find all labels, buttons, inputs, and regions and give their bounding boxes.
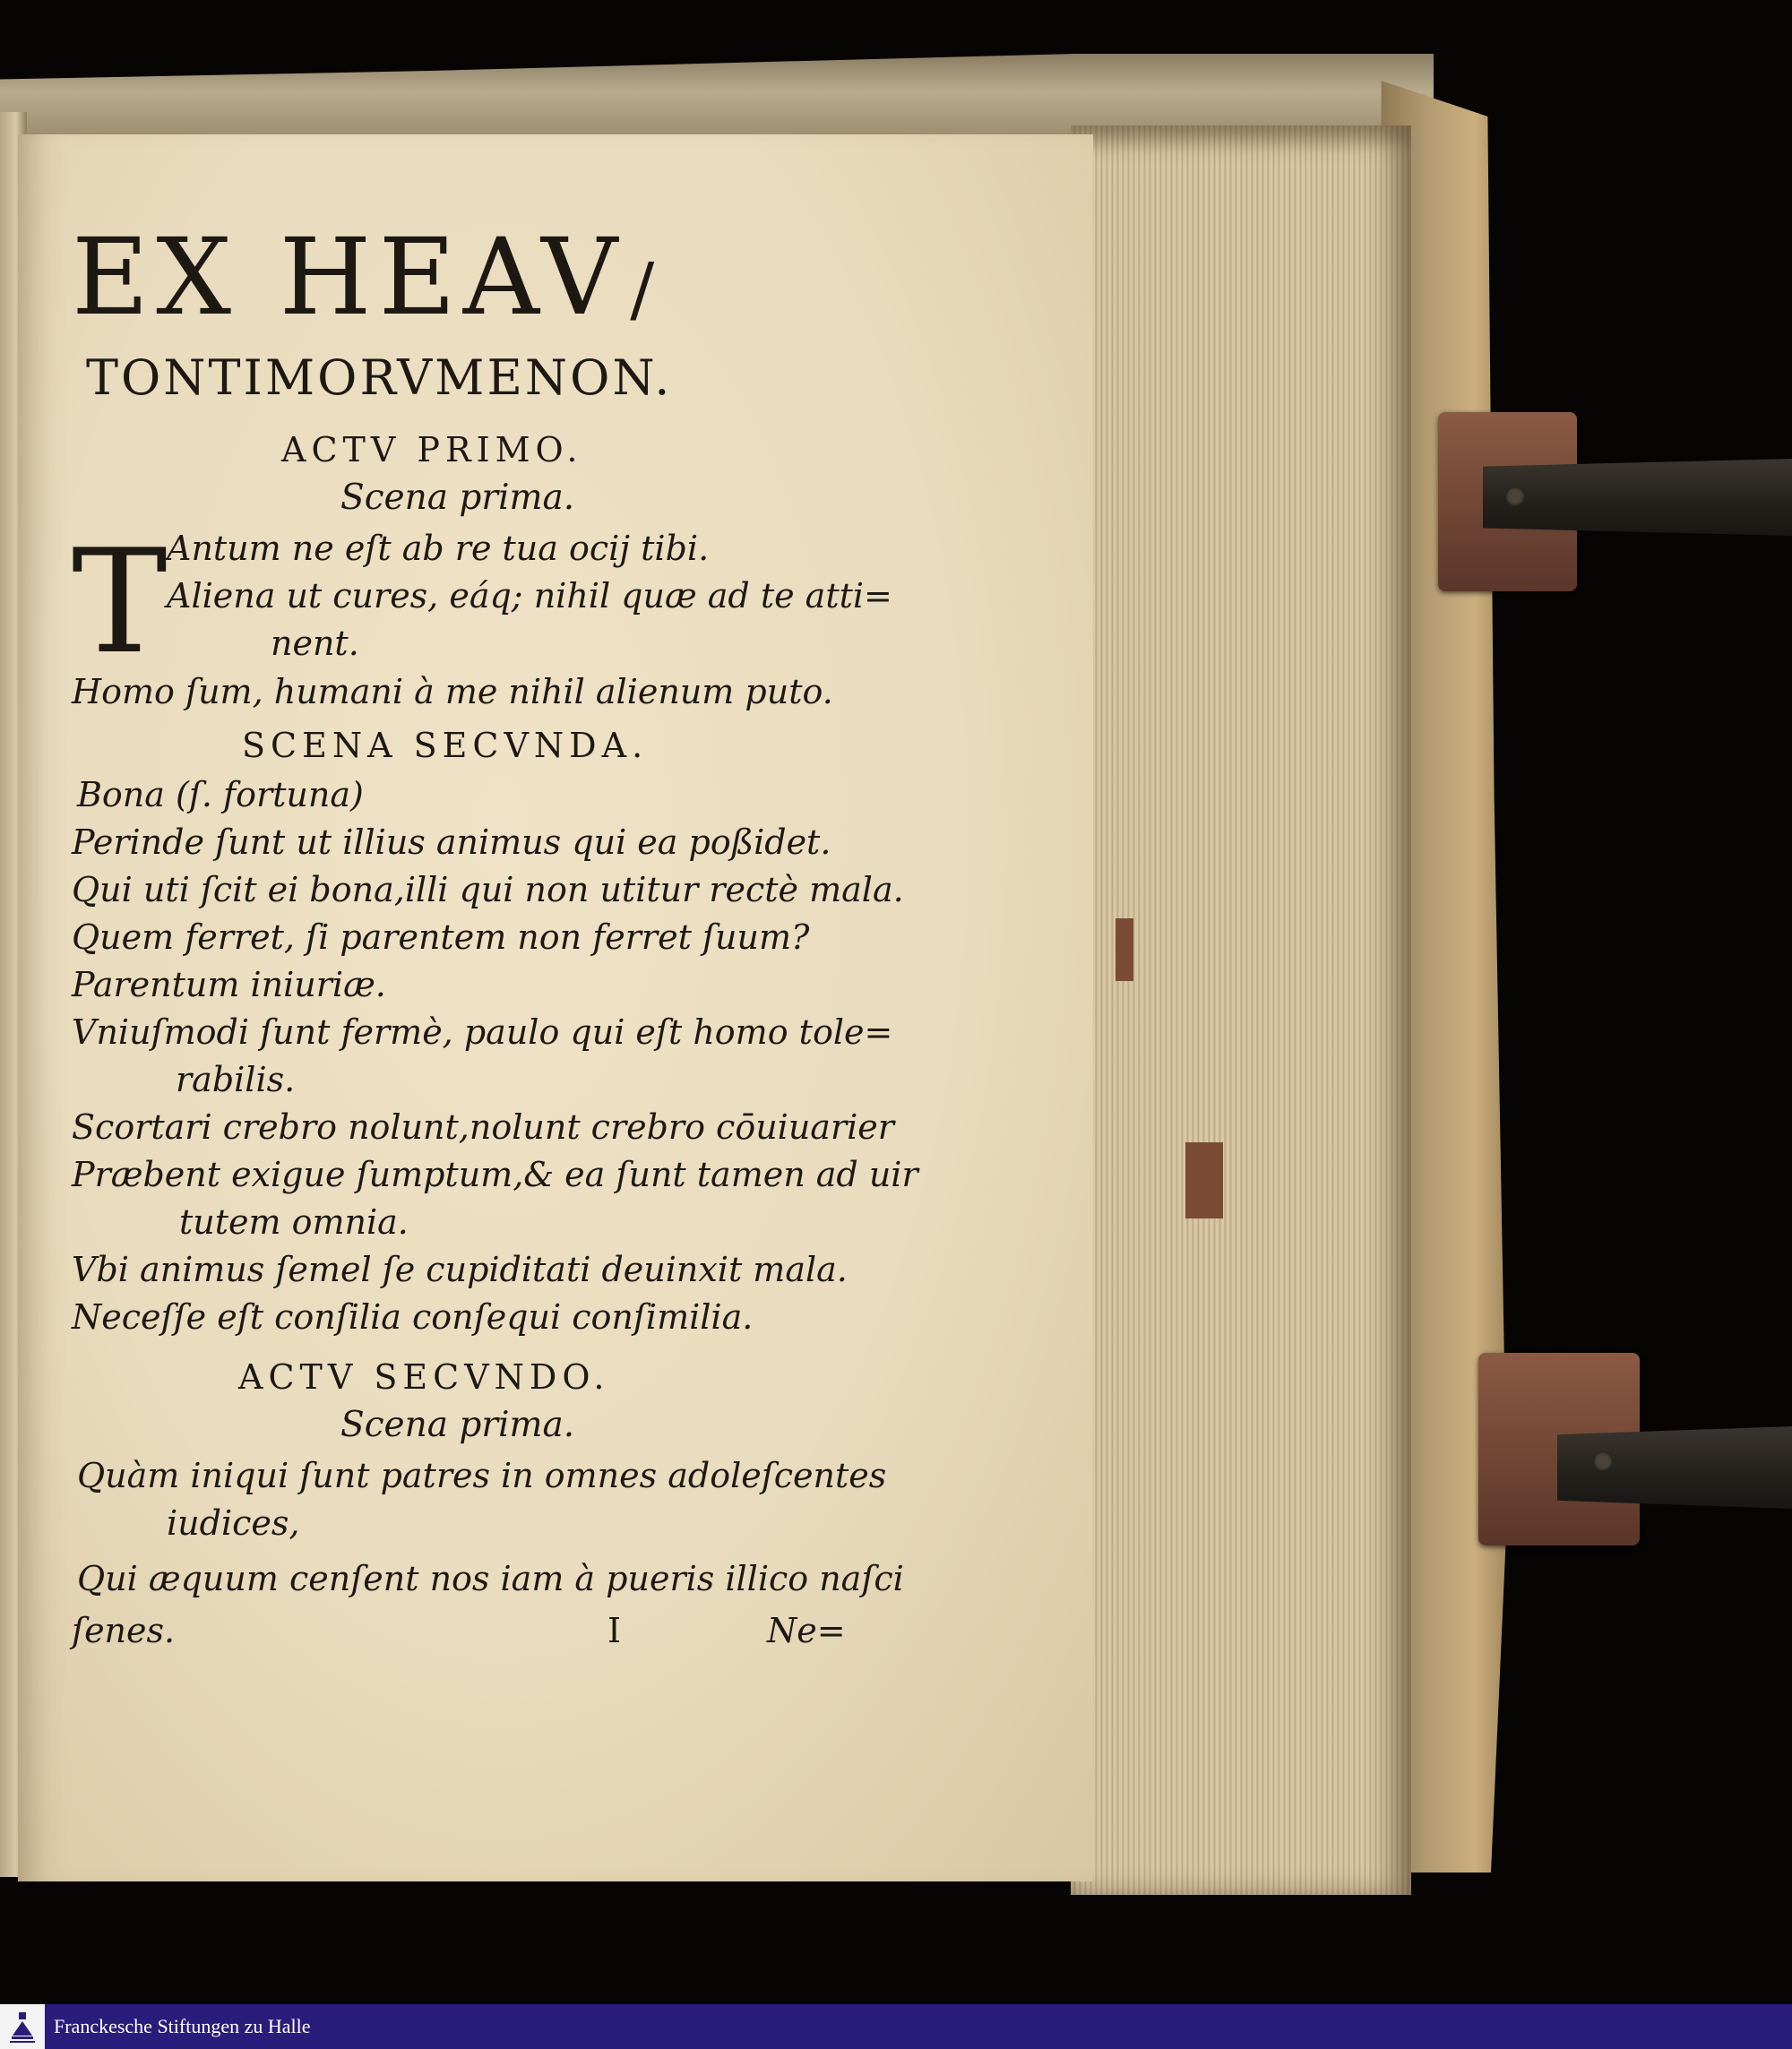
title-line-2: TONTIMORVMENON. xyxy=(86,349,673,406)
page-tab xyxy=(1116,918,1133,981)
verse-line: Qui æquum cenſent nos iam à pueris illico naſci xyxy=(77,1559,904,1598)
verse-line: Antum ne eſt ab re tua ocij tibi. xyxy=(167,529,710,568)
verse-line: tutem omnia. xyxy=(179,1202,409,1242)
verse-line: Vbi animus ſemel ſe cupiditati deuinxit mala. xyxy=(72,1250,848,1289)
verse-line: Quàm iniqui ſunt patres in omnes adoleſcentes xyxy=(77,1456,887,1495)
page-tab xyxy=(1185,1142,1223,1218)
verse-line: iudices, xyxy=(167,1503,300,1543)
verse-line: Quem ferret, ſi parentem non ferret ſuum? xyxy=(72,917,810,957)
verse-line: Vniuſmodi ſunt fermè, paulo qui eſt homo tole= xyxy=(72,1012,893,1052)
lower-clasp-pin xyxy=(1593,1451,1613,1471)
verse-line: Præbent exigue ſumptum,& ea ſunt tamen ad uir xyxy=(72,1155,918,1194)
footer-bar xyxy=(0,2004,1792,2049)
upper-clasp-strap xyxy=(1483,459,1792,536)
page-block-fore-edge xyxy=(1071,125,1411,1895)
verse-line: Qui uti ſcit ei bona,illi qui non utitur rectè mala. xyxy=(72,870,904,909)
upper-clasp-pin xyxy=(1505,486,1525,506)
scene2-heading: SCENA SECVNDA. xyxy=(242,726,649,765)
drop-capital: T xyxy=(72,518,168,685)
verse-line: rabilis. xyxy=(176,1060,296,1099)
verse-line: Neceſſe eſt conſilia conſequi conſimilia. xyxy=(72,1297,754,1337)
verse-line: ſenes. xyxy=(72,1611,176,1650)
franckesche-stiftungen-logo-icon xyxy=(0,2004,45,2049)
verse-line: Perinde ſunt ut illius animus qui ea poßidet. xyxy=(72,822,831,862)
signature-mark: I xyxy=(607,1611,622,1650)
catchword: Ne= xyxy=(767,1611,846,1650)
act1-scene1: Scena prima. xyxy=(340,478,575,518)
footer-institution-name: Franckesche Stiftungen zu Halle xyxy=(54,2015,311,2037)
verse-line: Bona (ſ. fortuna) xyxy=(77,775,364,814)
act2-heading: ACTV SECVNDO. xyxy=(238,1357,610,1397)
verse-line: Aliena ut cures, eáq; nihil quæ ad te atti= xyxy=(167,576,892,616)
lower-clasp-strap xyxy=(1557,1426,1792,1509)
verse-line: Parentum iniuriæ. xyxy=(72,965,386,1004)
verse-line: Homo ſum, humani à me nihil alienum puto. xyxy=(72,672,833,711)
act1-heading: ACTV PRIMO. xyxy=(281,430,583,469)
title-line-1: EX HEAV/ xyxy=(72,215,662,339)
act2-scene1: Scena prima. xyxy=(340,1405,575,1445)
verse-line: Scortari crebro nolunt,nolunt crebro cōuiuarier xyxy=(72,1107,894,1147)
verse-line: nent. xyxy=(271,624,359,663)
